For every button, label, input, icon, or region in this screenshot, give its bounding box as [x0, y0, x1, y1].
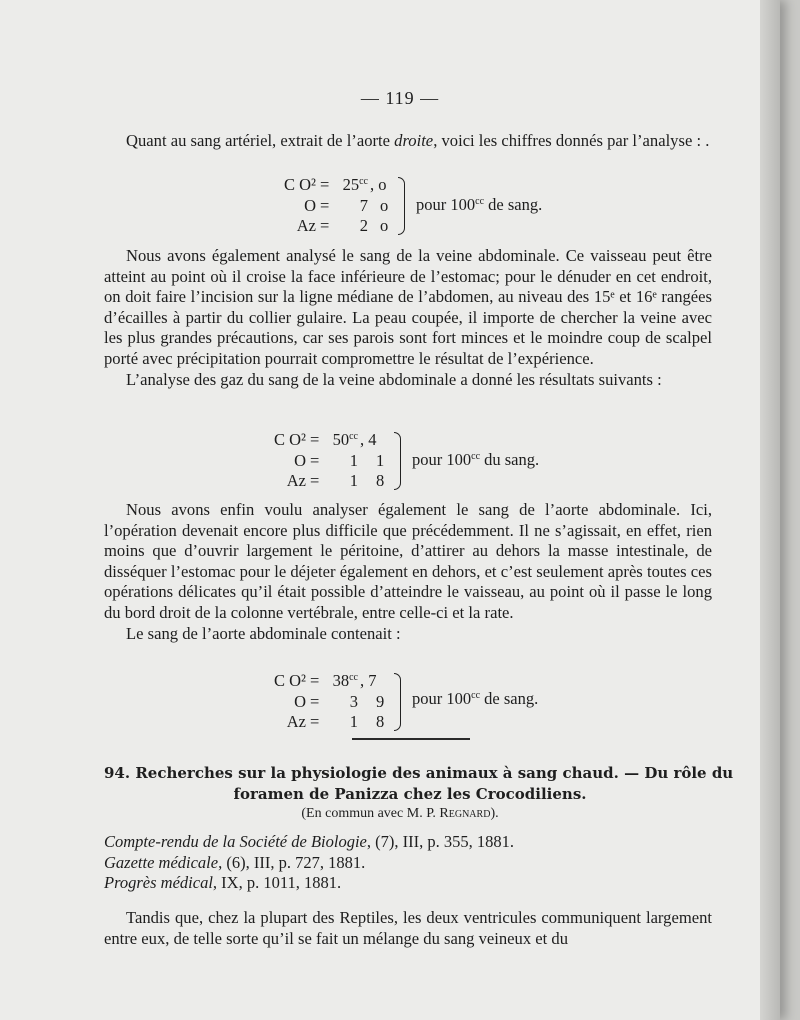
paragraph-text: Le sang de l’aorte abdominale contenait :: [126, 623, 401, 643]
gas-row: [276, 196, 436, 217]
byline: [0, 806, 800, 822]
coauthor-name: Regnard: [439, 806, 491, 821]
reference-title: Gazette médicale: [104, 852, 219, 872]
reference-list: [104, 832, 664, 894]
paragraph-abdominal-vein: [104, 246, 712, 390]
unit-sup: cc: [349, 672, 358, 683]
gas-value: 1: [349, 450, 358, 470]
paragraph-abdominal-aorta: [104, 500, 712, 644]
gas-table-note: [416, 195, 542, 215]
gas-value: 2: [359, 216, 368, 235]
note-text: du sang.: [480, 450, 540, 469]
paragraph-text: Nous avons enfin voulu analyser également le sang de l’aorte abdominale. Ici, l’opération devenait encore plus difficile que précédemment. Il ne s’agissait, en effet, rien moins que d’ouvrir largement le péritoine, d’attirer au dehors la masse intestinale, de disséquer l’estomac pour le déjeter également en dehors, et c’est seulement après toutes ces opérations délicates qu’il était possible d’atteindre le vaisseau, au point où il passe le long du bord droit de la colonne vertébrale, entre celle-ci et la rate.: [104, 500, 712, 622]
paragraph-arterial-blood: [104, 131, 712, 152]
reference-item: [104, 853, 664, 874]
gas-decimal: 1: [376, 450, 385, 470]
gas-symbol: Az: [286, 712, 306, 731]
gas-table-3: [266, 671, 426, 733]
note-text: de sang.: [480, 689, 539, 708]
section-heading: [104, 763, 734, 805]
gas-value: 50: [332, 430, 350, 449]
gas-row: [266, 451, 426, 472]
note-text: pour 100: [416, 195, 476, 214]
gas-value: 7: [359, 195, 368, 215]
paragraph-text: Nous avons également analysé le sang de la veine abdominale. Ce vaisseau peut être atteint au point où il croise la face inférieure de l’estomac; pour le dénuder en cet endroit, on doit faire l’incision sur la ligne médiane de l’abdomen, au niveau des 15ᵉ et 16ᵉ rangées d’écailles à partir du collier gulaire. La peau coupée, il importe de chercher la veine avec les plus grandes précautions, car ses parois sont fort minces et le moindre coup de scalpel porté avec précipitation pourrait compromettre le résultat de l’expérience.: [104, 246, 712, 368]
gas-decimal: , o: [370, 175, 387, 194]
unit-sup: cc: [349, 431, 358, 442]
equals-sign: =: [320, 195, 330, 215]
gas-row: [276, 216, 436, 237]
equals-sign: =: [310, 691, 320, 711]
gas-row: [266, 471, 426, 492]
brace: [394, 432, 401, 490]
gas-symbol: C O²: [274, 430, 306, 449]
reference-item: [104, 873, 664, 894]
byline-text: (En commun avec M. P.: [301, 806, 440, 821]
heading-line: foramen de Panizza chez les Crocodiliens.: [233, 785, 587, 803]
gas-symbol: O: [294, 450, 306, 470]
reference-item: [104, 832, 664, 853]
note-sup: cc: [471, 690, 481, 701]
reference-title: Compte-rendu de la Société de Biologie: [104, 832, 367, 851]
gas-decimal: o: [380, 195, 389, 215]
note-text: de sang.: [484, 195, 543, 214]
page-number: — 119 —: [360, 88, 440, 108]
paragraph-text: Quant au sang artériel, extrait de l’aorte: [126, 131, 395, 150]
equals-sign: =: [310, 471, 320, 490]
gas-value: 38: [332, 671, 350, 690]
reference-title: Progrès médical: [104, 873, 213, 892]
paragraph-text: Tandis que, chez la plupart des Reptiles, les deux ventricules communiquent largement entre eux, de telle sorte qu’il se fait un mélange du sang veineux et du: [104, 908, 712, 948]
equals-sign: =: [310, 430, 320, 449]
gas-decimal: , 4: [360, 430, 377, 449]
equals-sign: =: [320, 175, 330, 194]
paragraph-text: , voici les chiffres donnés par l’analyse : .: [433, 131, 710, 150]
gas-table-2: [266, 430, 426, 492]
heading-line: 94. Recherches sur la physiologie des animaux à sang chaud. — Du rôle du: [104, 764, 734, 782]
gas-symbol: Az: [296, 216, 316, 235]
equals-sign: =: [310, 712, 320, 731]
gas-symbol: C O²: [284, 175, 316, 194]
gas-row: [276, 175, 436, 196]
note-text: pour 100: [412, 450, 472, 469]
note-text: pour 100: [412, 689, 472, 708]
paragraph-reptiles: [104, 908, 712, 949]
page-edge-shadow: [760, 0, 780, 1020]
section-rule: [352, 738, 470, 740]
equals-sign: =: [310, 671, 320, 690]
gas-value: 3: [349, 691, 358, 711]
gas-decimal: 8: [376, 471, 385, 490]
italic-word: droite: [394, 131, 434, 150]
gas-table-note: [412, 689, 538, 709]
gas-decimal: 9: [376, 691, 385, 711]
gas-symbol: O: [294, 691, 306, 711]
equals-sign: =: [310, 450, 320, 470]
brace: [394, 673, 401, 731]
gas-value: 1: [349, 471, 358, 490]
unit-sup: cc: [359, 176, 368, 187]
gas-decimal: 8: [376, 712, 385, 731]
gas-symbol: C O²: [274, 671, 306, 690]
reference-detail: , (6), III, p. 727, 1881.: [218, 852, 366, 872]
gas-value: 25: [342, 175, 360, 194]
reference-detail: , IX, p. 1011, 1881.: [212, 873, 342, 892]
gas-row: [266, 692, 426, 713]
gas-table-1: [276, 175, 436, 237]
note-sup: cc: [471, 451, 481, 462]
gas-value: 1: [349, 712, 358, 731]
gas-table-note: [412, 450, 539, 470]
reference-detail: , (7), III, p. 355, 1881.: [366, 832, 514, 851]
paragraph-text: L’analyse des gaz du sang de la veine abdominale a donné les résultats suivants :: [126, 369, 662, 389]
gas-decimal: o: [380, 216, 389, 235]
gas-symbol: O: [304, 195, 316, 215]
gas-row: [266, 430, 426, 451]
brace: [398, 177, 405, 235]
gas-decimal: , 7: [360, 671, 377, 690]
byline-text: ).: [490, 806, 499, 821]
gas-row: [266, 671, 426, 692]
gas-row: [266, 712, 426, 733]
note-sup: cc: [475, 196, 485, 207]
gas-symbol: Az: [286, 471, 306, 490]
equals-sign: =: [320, 216, 330, 235]
